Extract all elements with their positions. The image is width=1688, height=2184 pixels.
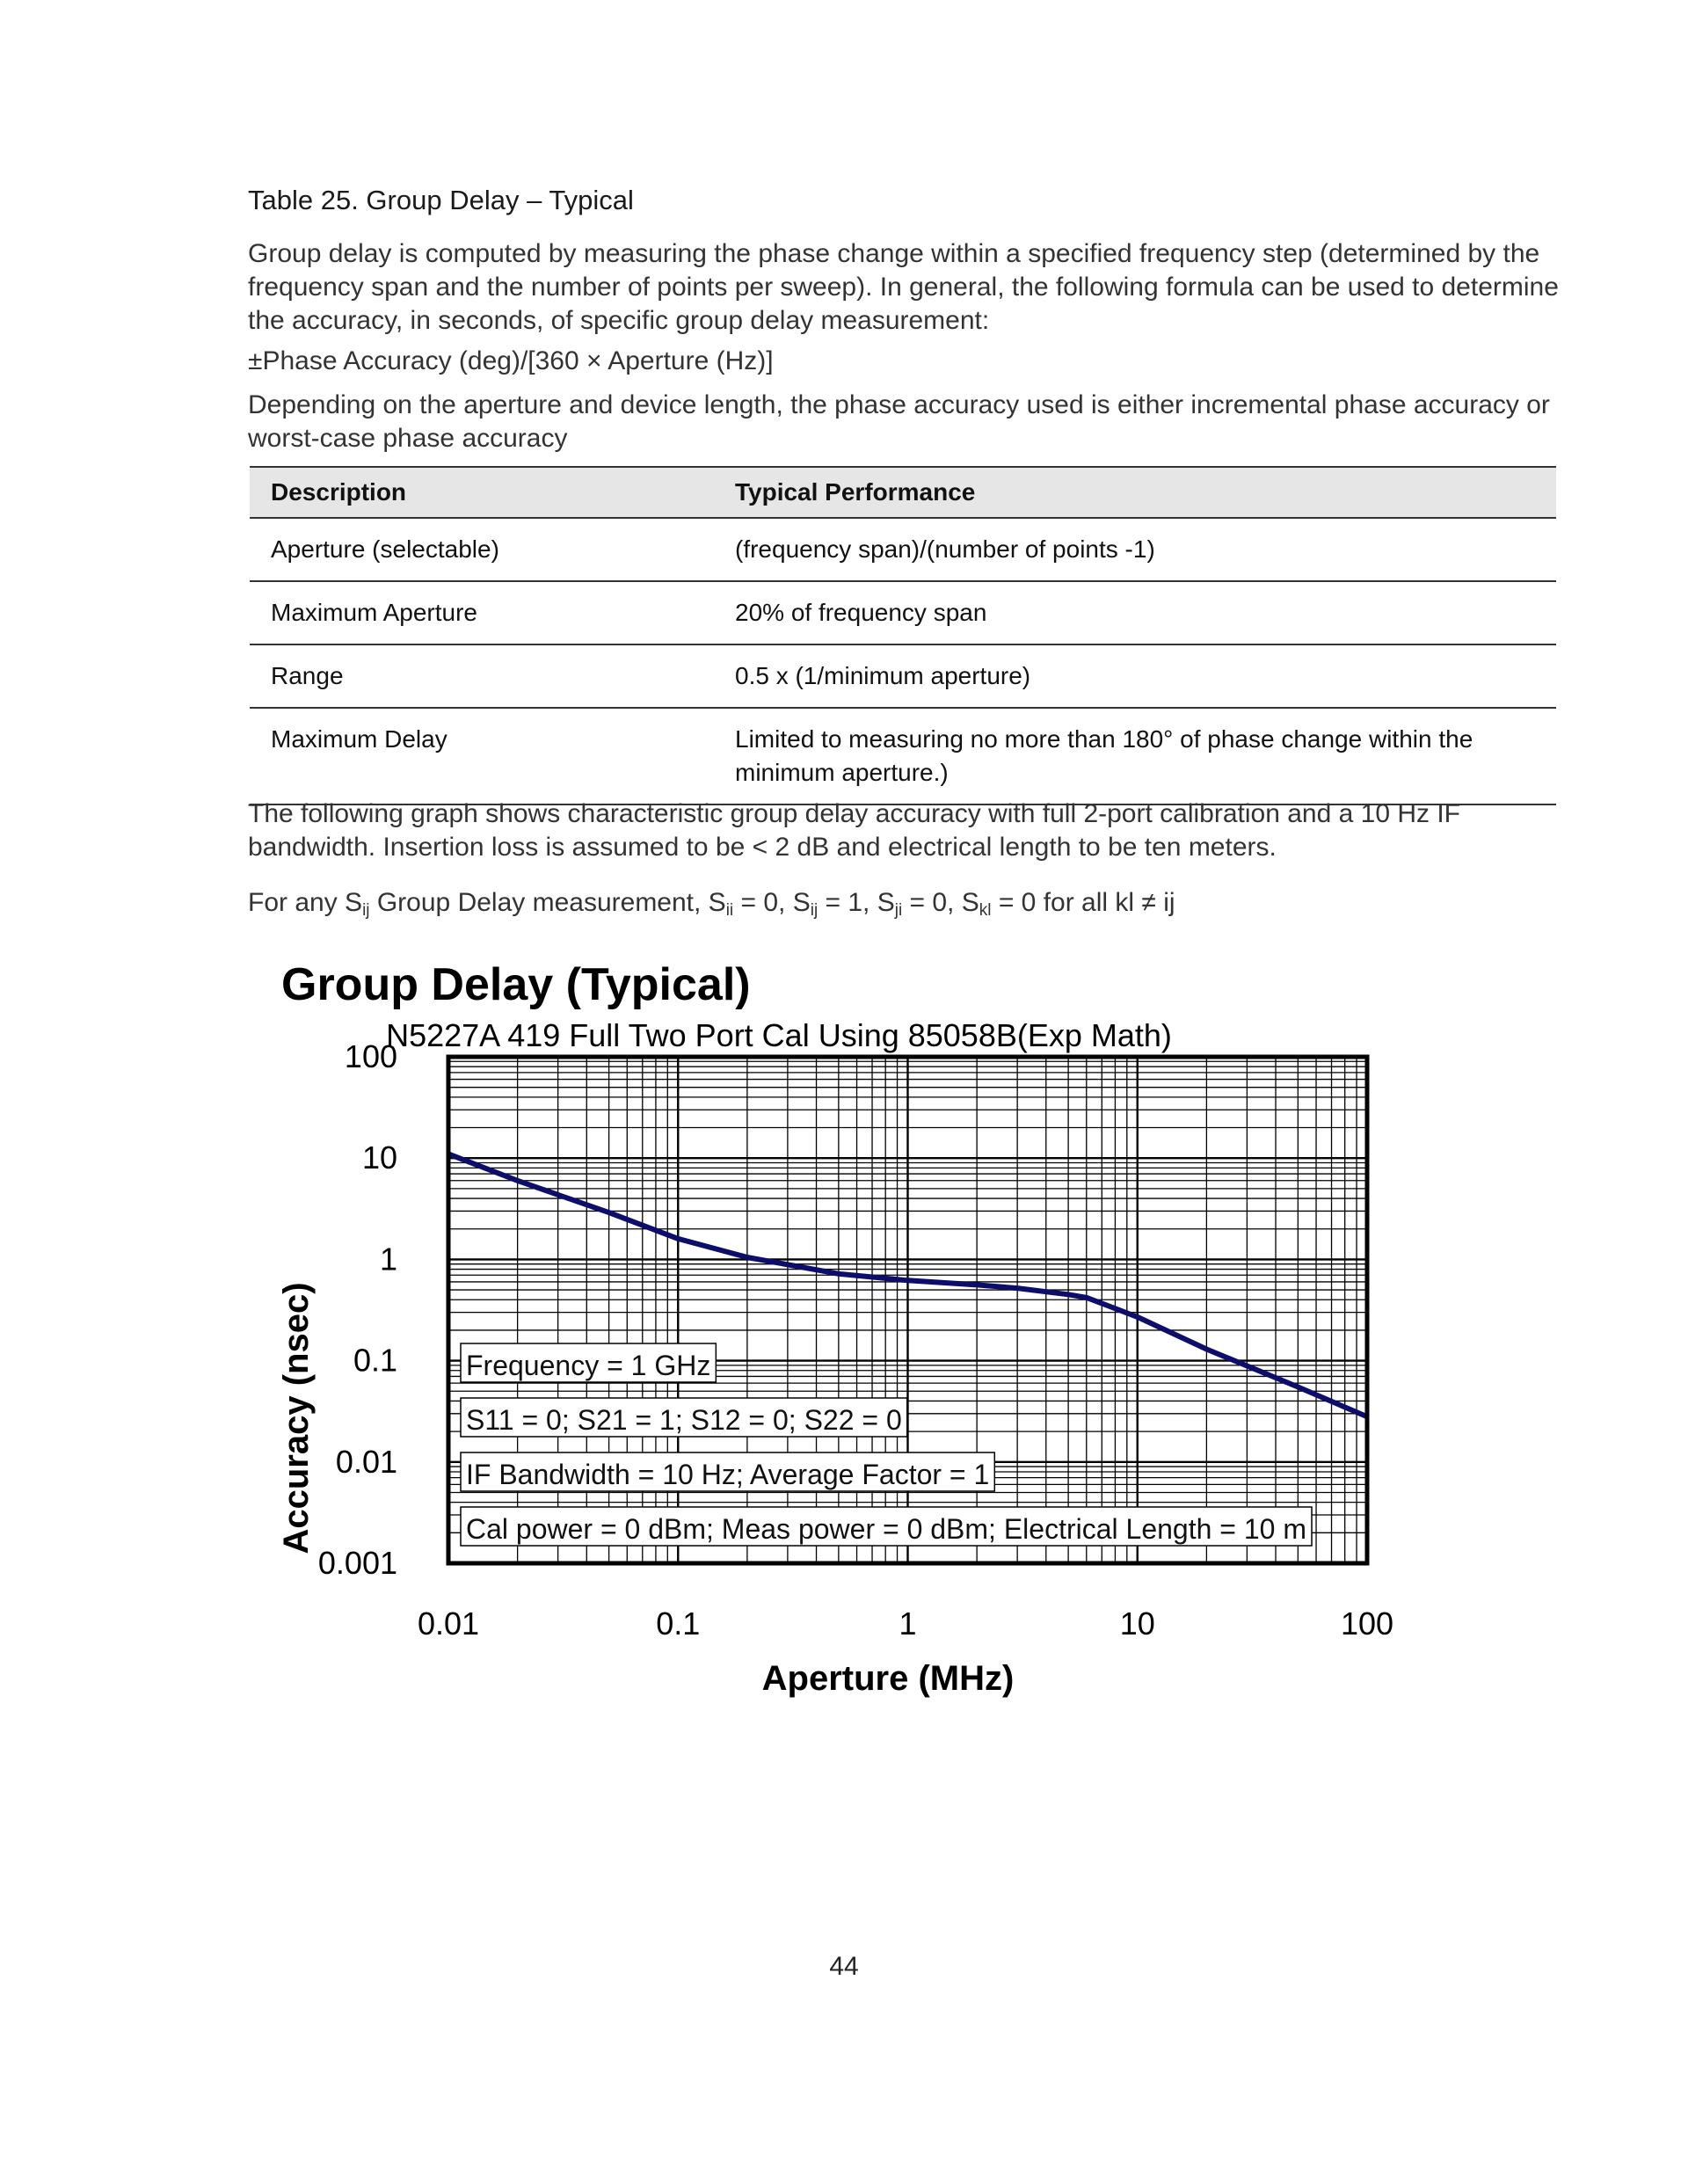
table-row <box>250 708 1556 804</box>
y-tick-label: 1 <box>379 1241 397 1278</box>
sij-text: = 1, S <box>818 888 895 917</box>
chart-annotation <box>461 1398 907 1437</box>
table-cell-performance: (frequency span)/(number of points -1) <box>714 518 1556 581</box>
header-description: Description <box>250 467 714 518</box>
table-cell-description: Range <box>250 644 714 708</box>
x-tick-label: 0.1 <box>656 1605 701 1642</box>
table-row <box>250 518 1556 581</box>
annotation-text: S11 = 0; S21 = 1; S12 = 0; S22 = 0 <box>466 1404 902 1436</box>
y-tick-label: 0.1 <box>353 1342 397 1379</box>
sij-subscript: ij <box>362 901 370 920</box>
y-tick-label: 0.001 <box>317 1545 397 1581</box>
annotation-text: IF Bandwidth = 10 Hz; Average Factor = 1 <box>466 1459 990 1490</box>
x-axis-label: Aperture (MHz) <box>761 1659 1015 1698</box>
y-axis-ticks <box>318 1038 397 1581</box>
chart-annotations <box>461 1343 1312 1546</box>
chart-annotation <box>461 1507 1312 1546</box>
table-cell-performance: 0.5 x (1/minimum aperture) <box>714 644 1556 708</box>
graph-description-paragraph: The following graph shows characteristic group delay accuracy with full 2-port calibration and a 10 Hz IF bandwidth. Insertion loss is assumed to be < 2 dB and electrical length to be ten meters. <box>248 799 1461 862</box>
table-caption: Table 25. Group Delay – Typical <box>248 185 634 215</box>
sij-text: Group Delay measurement, S <box>369 888 726 917</box>
page-number: 44 <box>829 1952 859 1981</box>
y-tick-label: 100 <box>344 1038 397 1074</box>
spec-table <box>250 466 1556 805</box>
annotation-text: Frequency = 1 GHz <box>466 1350 711 1381</box>
table-row <box>250 644 1556 708</box>
x-tick-label: 1 <box>899 1605 917 1642</box>
x-tick-label: 0.01 <box>417 1605 480 1642</box>
header-typical-performance: Typical Performance <box>714 467 1556 518</box>
x-tick-label: 100 <box>1340 1605 1394 1642</box>
sij-text: For any S <box>248 888 363 917</box>
formula-paragraph: ±Phase Accuracy (deg)/[360 × Aperture (Hz)] <box>248 346 774 375</box>
table-row <box>250 581 1556 644</box>
table-cell-description: Aperture (selectable) <box>250 518 714 581</box>
sij-text: = 0 for all kl ≠ ij <box>991 888 1175 917</box>
annotation-text: Cal power = 0 dBm; Meas power = 0 dBm; Electrical Length = 10 m <box>466 1513 1307 1545</box>
table-cell-description: Maximum Aperture <box>250 581 714 644</box>
x-axis-ticks <box>418 1605 1393 1642</box>
intro-paragraph: Group delay is computed by measuring the phase change within a specified frequency step (determined by the frequency span and the number of points per sweep). In general, the following formula can be used to determine the accuracy, in seconds, of specific group delay measurement: <box>248 239 1559 335</box>
chart-title: Group Delay (Typical) <box>281 959 751 1010</box>
sij-subscript: ij <box>810 901 819 920</box>
sij-subscript: kl <box>979 901 992 920</box>
y-axis-label: Accuracy (nsec) <box>277 1282 316 1554</box>
chart-annotation <box>461 1452 994 1491</box>
table-header-row <box>250 467 1556 518</box>
y-tick-label: 0.01 <box>335 1443 397 1480</box>
sij-paragraph <box>248 886 1593 928</box>
group-delay-chart <box>264 1011 1442 1714</box>
chart-annotation <box>461 1343 716 1382</box>
y-tick-label: 10 <box>361 1139 397 1176</box>
sij-subscript: ii <box>725 901 734 920</box>
x-tick-label: 10 <box>1119 1605 1155 1642</box>
table-cell-performance: 20% of frequency span <box>714 581 1556 644</box>
chart-subtitle: N5227A 419 Full Two Port Cal Using 85058B(Exp Math) <box>386 1017 1172 1053</box>
sij-subscript: ji <box>894 901 903 920</box>
sij-text: = 0, S <box>733 888 811 917</box>
table-cell-description: Maximum Delay <box>250 708 714 804</box>
phase-accuracy-paragraph: Depending on the aperture and device length, the phase accuracy used is either incremental phase accuracy or worst-case phase accuracy <box>248 390 1550 453</box>
table-cell-performance: Limited to measuring no more than 180° of phase change within the minimum aperture.) <box>714 708 1556 804</box>
sij-text: = 0, S <box>902 888 979 917</box>
